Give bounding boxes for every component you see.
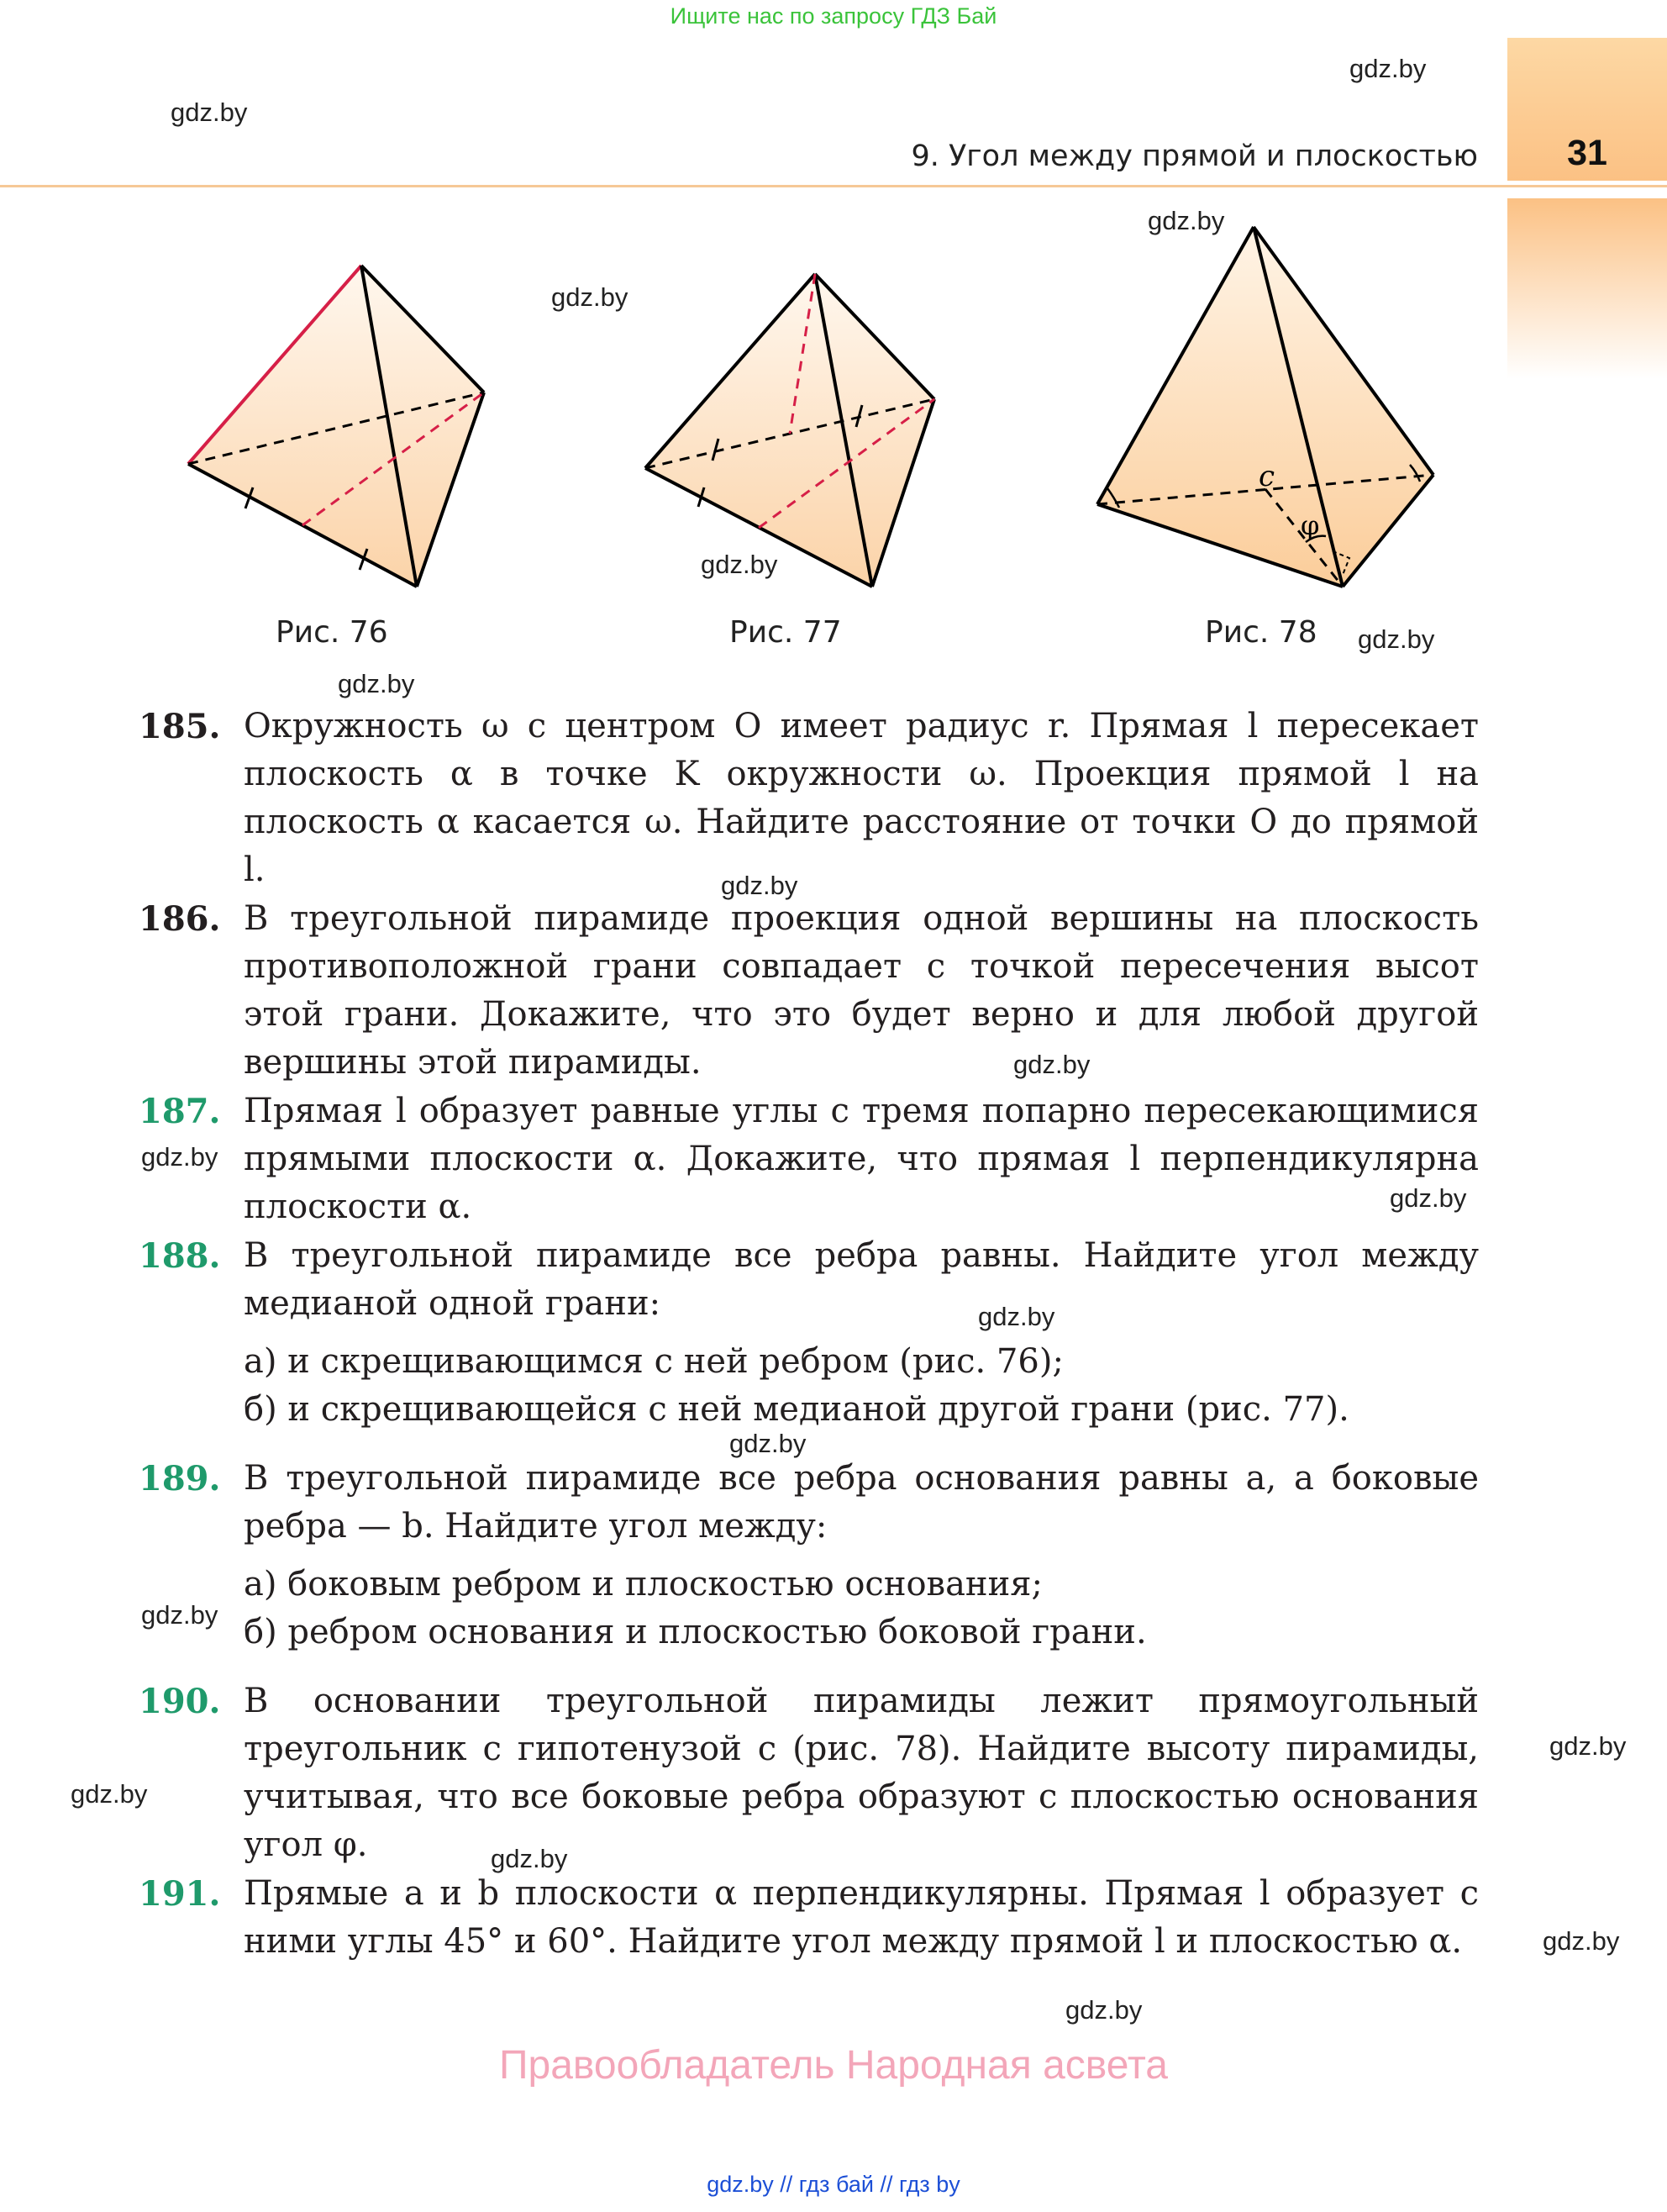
figure-78-caption: Рис. 78 [1205, 615, 1317, 650]
problem-number: 189. [139, 1459, 221, 1498]
watermark: gdz.by [338, 669, 415, 698]
watermark: gdz.by [1148, 206, 1225, 235]
top-banner[interactable]: Ищите нас по запросу ГДЗ Бай [670, 3, 997, 29]
subitem-b: б) ребром основания и плоскостью боковой грани. [244, 1613, 1147, 1651]
subitem-b: б) и скрещивающейся с ней медианой другой грани (рис. 77). [244, 1390, 1349, 1429]
figures-area [0, 202, 1479, 605]
watermark: gdz.by [141, 1600, 218, 1630]
watermark: gdz.by [141, 1142, 218, 1172]
figure-78-pyramid [1097, 227, 1433, 587]
problem-text: В треугольной пирамиде все ребра равны. Найдите угол между медианой одной грани: [244, 1236, 1479, 1323]
subitem-a: а) и скрещивающимся с ней ребром (рис. 76); [244, 1342, 1064, 1381]
problem-186 [139, 895, 1479, 1087]
watermark: gdz.by [1065, 1995, 1143, 2025]
watermark: gdz.by [171, 97, 248, 127]
problem-text: Прямые a и b плоскости α перпендикулярны. Прямая l образует с ними углы 45° и 60°. Найдите угол между прямой l и плоскостью α. [244, 1874, 1479, 1961]
problem-185 [139, 703, 1479, 894]
watermark: gdz.by [701, 550, 778, 579]
figure-76-caption: Рис. 76 [276, 615, 388, 650]
problem-188 [139, 1232, 1479, 1434]
problem-191 [139, 1870, 1479, 1966]
angle-phi-label: φ [1301, 509, 1320, 541]
problem-189 [139, 1455, 1479, 1656]
figure-76-tetrahedron [188, 266, 484, 587]
problem-190 [139, 1677, 1479, 1869]
problem-text: Прямая l образует равные углы с тремя попарно пересекающимися прямыми плоскости α. Докажите, что прямая l перпендикулярна плоскости α. [244, 1092, 1479, 1226]
page-tab-gradient [1507, 198, 1667, 379]
problem-number: 190. [139, 1682, 221, 1721]
watermark: gdz.by [1013, 1050, 1091, 1079]
chapter-title: 9. Угол между прямой и плоскостью [911, 140, 1478, 173]
watermark: gdz.by [729, 1429, 807, 1458]
problem-text: Окружность ω с центром O имеет радиус r. Прямая l пересекает плоскость α в точке K окружности ω. Проекция прямой l на плоскость α касается ω. Найдите расстояние от точки O до прямой l. [244, 707, 1479, 889]
watermark: gdz.by [71, 1779, 148, 1809]
watermark: gdz.by [1549, 1731, 1627, 1761]
watermark: gdz.by [1390, 1183, 1467, 1213]
watermark: gdz.by [551, 282, 628, 312]
watermark: gdz.by [721, 871, 798, 900]
figure-77-caption: Рис. 77 [729, 615, 842, 650]
watermark: gdz.by [491, 1844, 568, 1873]
problem-number: 191. [139, 1874, 221, 1914]
subitem-a: а) боковым ребром и плоскостью основания; [244, 1565, 1043, 1604]
problem-number: 185. [139, 707, 221, 746]
footer-links[interactable]: gdz.by // гдз бай // гдз by [707, 2172, 960, 2197]
copyright-notice: Правообладатель Народная асвета [499, 2043, 1168, 2088]
problem-number: 186. [139, 899, 221, 939]
watermark: gdz.by [1349, 54, 1427, 83]
watermark: gdz.by [1358, 624, 1435, 654]
problem-187 [139, 1088, 1479, 1231]
problem-number: 187. [139, 1092, 221, 1131]
hypotenuse-label: c [1259, 460, 1275, 493]
figure-77-tetrahedron [645, 274, 934, 587]
page-number: 31 [1567, 133, 1607, 173]
header-divider [0, 185, 1667, 187]
watermark: gdz.by [1543, 1926, 1620, 1956]
problem-text: В основании треугольной пирамиды лежит прямоугольный треугольник с гипотенузой c (рис. 78). Найдите высоту пирамиды, учитывая, что все боковые ребра образуют с плоскостью основания угол φ. [244, 1682, 1479, 1864]
problem-number: 188. [139, 1236, 221, 1276]
problem-text: В треугольной пирамиде все ребра основания равны a, а боковые ребра — b. Найдите угол между: [244, 1459, 1479, 1546]
page-number-tab [1507, 38, 1667, 181]
problem-text: В треугольной пирамиде проекция одной вершины на плоскость противоположной грани совпадает с точкой пересечения высот этой грани. Докажите, что это будет верно и для любой другой вершины этой пирамиды. [244, 899, 1479, 1082]
watermark: gdz.by [978, 1302, 1055, 1331]
